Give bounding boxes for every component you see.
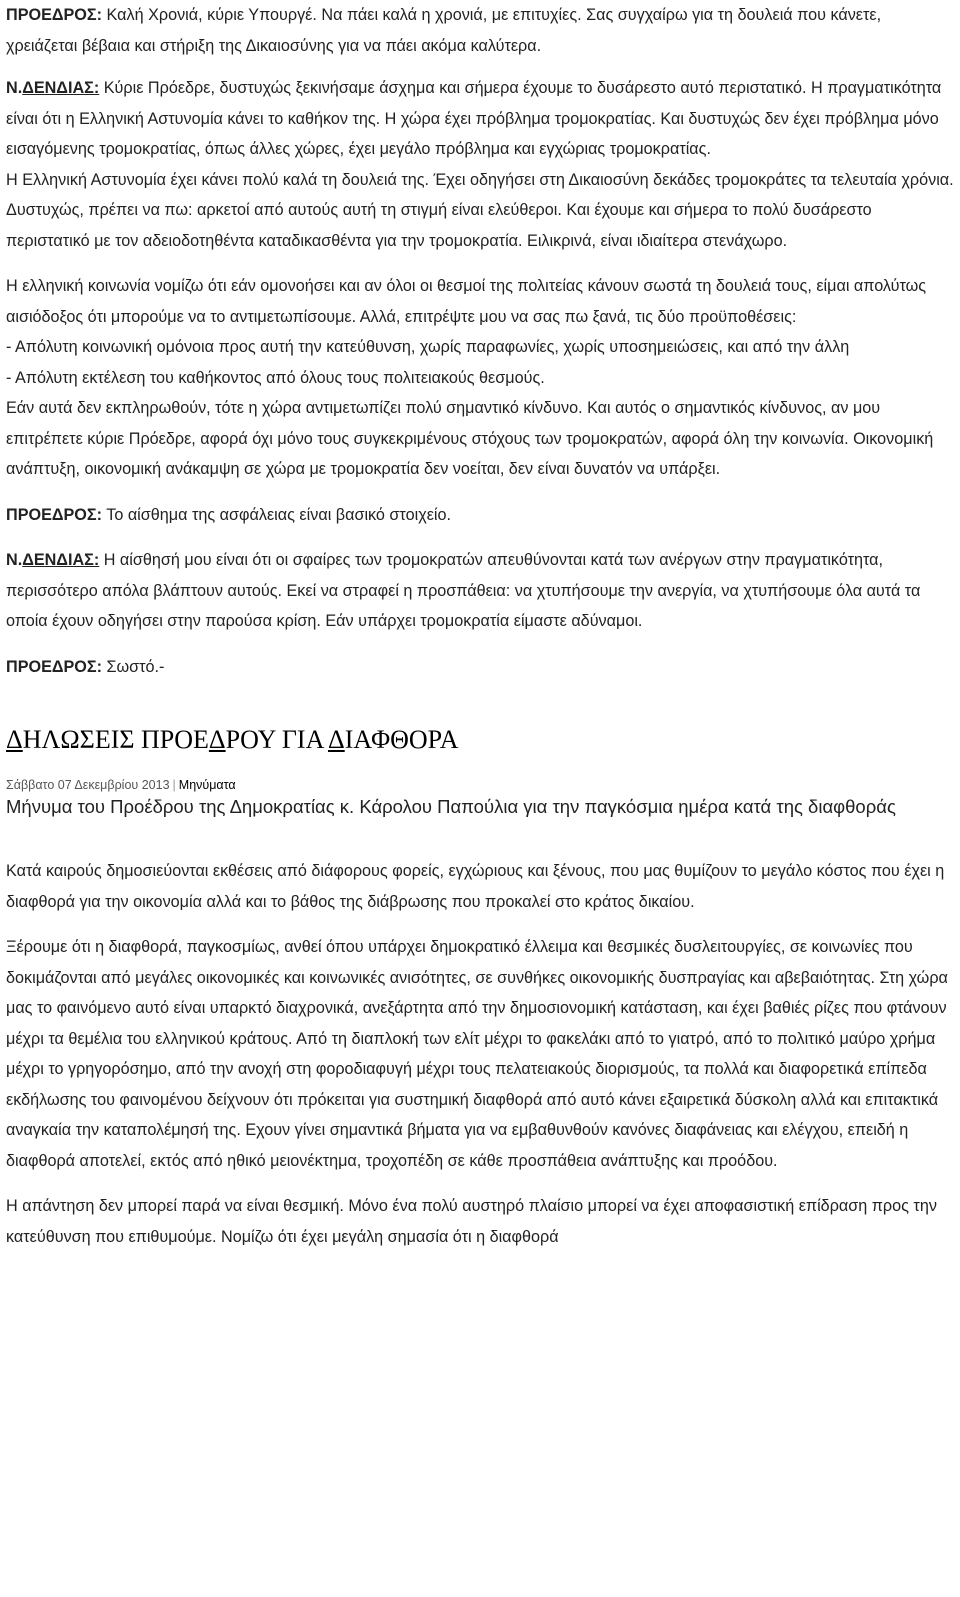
article-paragraph-2: Ξέρουμε ότι η διαφθορά, παγκοσμίως, ανθεί όπου υπάρχει δημοκρατικό έλλειμα και θεσμικές δυσλειτουργίες, σε κοινωνίες που δοκιμάζονται από μεγάλες οικονομικές και κοινωνικές ανισότητες, σε συνθήκες οικονομικής δυσπραγίας και αβεβαιότητας. Στη χώρα μας το φαινόμενο αυτό είναι υπαρκτό διαχρονικά, ανεξάρτητα από την δημοσιονομική κατάσταση, και έχει βαθιές ρίζες που φτάνουν μέχρι τα θεμέλια του ελληνικού κράτους. Από τη διαπλοκή των ελίτ μέχρι το φακελάκι από το γιατρό, από το πολιτικό μαύρο χρήμα μέχρι το γρηγορόσημο, από την ανοχή στη φοροδιαφυγή μέχρι τους πελατειακούς διορισμούς, τα πολλά και διαφορετικά επίπεδα εκδήλωσης του φαινομένου δείχνουν ότι πρόκειται για συστημική διαφθορά από αυτό κάνει εξαιρετικά δύσκολη αλλά και επιτακτικά αναγκαία την καταπολέμησή της. Εχουν γίνει σημαντικά βήματα για να εμβαθυνθούν κανόνες διαφάνειας και ελέγχου, επειδή η διαφθορά αποτελεί, εκτός από ηθικό μειονέκτημα, τροχοπέδη σε κάθε προσπάθεια ανάπτυξης και προόδου. bbox=[6, 938, 948, 1170]
document-page bbox=[6, 0, 954, 1252]
title-part: Δ bbox=[327, 725, 345, 754]
interview-paragraph-3 bbox=[6, 271, 954, 485]
paragraph-text: Κύριε Πρόεδρε, δυστυχώς ξεκινήσαμε άσχημα και σήμερα έχουμε το δυσάρεστο αυτό περιστατικό. Η πραγματικότητα είναι ότι η Ελληνική Αστυνομία κάνει το καθήκον της. Η χώρα έχει πρόβλημα τρομοκρατίας. Και δυστυχώς δεν έχει πρόβλημα μόνο εισαγόμενης τρομοκρατίας, όπως άλλες χώρες, έχει μεγάλο πρόβλημα και εγχώριας τρομοκρατίας. bbox=[6, 79, 942, 158]
speaker-dendias: ΔΕΝΔΙΑΣ: bbox=[22, 79, 100, 97]
title-part: ΗΛΩΣΕΙΣ ΠΡΟΕ bbox=[22, 725, 209, 754]
article-paragraph-3: Η απάντηση δεν μπορεί παρά να είναι θεσμική. Μόνο ένα πολύ αυστηρό πλαίσιο μπορεί να έχει αποφασιστική επίδραση προς την κατεύθυνση που επιθυμούμε. Νομίζω ότι έχει μεγάλη σημασία ότι η διαφθορά bbox=[6, 1197, 937, 1246]
paragraph-text: Το αίσθημα της ασφάλειας είναι βασικό στοιχείο. bbox=[102, 505, 452, 524]
speaker-dendias: ΔΕΝΔΙΑΣ: bbox=[22, 551, 100, 569]
section-title bbox=[6, 725, 954, 755]
article-meta bbox=[6, 777, 954, 793]
speaker-prefix: Ν. bbox=[6, 79, 23, 97]
interview-paragraph-1 bbox=[6, 0, 954, 61]
paragraph-text: Η αίσθησή μου είναι ότι οι σφαίρες των τρομοκρατών απευθύνονται κατά των ανέργων στην πραγματικότητα, περισσότερο απόλα βλάπτουν αυτούς. Εκεί να στραφεί η προσπάθεια: να χτυπήσουμε την ανεργία, να χτυπήσουμε όλα αυτά τα οποία έχουν οδηγήσει στην παρούσα κρίση. Εάν υπάρχει τρομοκρατία είμαστε αδύναμοι. bbox=[6, 551, 921, 630]
meta-separator: | bbox=[172, 778, 176, 792]
interview-paragraph-6 bbox=[6, 652, 954, 683]
title-part: Δ bbox=[208, 725, 226, 754]
title-part: ΡΟΥ ΓΙΑ bbox=[225, 725, 328, 754]
speaker-president: ΠΡΟΕΔΡΟΣ: bbox=[6, 6, 103, 24]
interview-paragraph-4 bbox=[6, 500, 954, 531]
interview-paragraph-2 bbox=[6, 73, 954, 256]
article-category-link[interactable]: Μηνύματα bbox=[178, 778, 236, 792]
list-item: - Απόλυτη εκτέλεση του καθήκοντος από όλους τους πολιτειακούς θεσμούς. bbox=[6, 368, 545, 387]
article-paragraph-1: Κατά καιρούς δημοσιεύονται εκθέσεις από διάφορους φορείς, εγχώριους και ξένους, που μας θυμίζουν το μεγάλο κόστος που έχει η διαφθορά για την οικονομία αλλά και το βάθος της διάβρωσης που προκαλεί στο κράτος δικαίου. bbox=[6, 862, 945, 911]
speaker-president: ΠΡΟΕΔΡΟΣ: bbox=[6, 657, 103, 676]
speaker-prefix: Ν. bbox=[6, 551, 23, 569]
paragraph-text: Καλή Χρονιά, κύριε Υπουργέ. Να πάει καλά η χρονιά, με επιτυχίες. Σας συγχαίρω για τη δουλειά που κάνετε, χρειάζεται βέβαια και στήριξη της Δικαιοσύνης για να πάει ακόμα καλύτερα. bbox=[6, 6, 882, 55]
paragraph-text: Εάν αυτά δεν εκπληρωθούν, τότε η χώρα αντιμετωπίζει πολύ σημαντικό κίνδυνο. Και αυτός ο σημαντικός κίνδυνος, αν μου επιτρέπετε κύριε Πρόεδρε, αφορά όχι μόνο τους συγκεκριμένους στόχους των τρομοκρατών, αφορά όλη την κοινωνία. Οικονομική ανάπτυξη, οικονομική ανάκαμψη σε χώρα με τρομοκρατία δεν νοείται, δεν είναι δυνατόν να υπάρξει. bbox=[6, 399, 934, 478]
article-date: Σάββατο 07 Δεκεμβρίου 2013 bbox=[6, 778, 170, 792]
paragraph-text: Η ελληνική κοινωνία νομίζω ότι εάν ομονοήσει και αν όλοι οι θεσμοί της πολιτείας κάνουν σωστά τη δουλειά τους, είμαι απολύτως αισιόδοξος ότι μπορούμε να το αντιμετωπίσουμε. Αλλά, επιτρέψτε μου να σας πω ξανά, τις δύο προϋποθέσεις: bbox=[6, 277, 927, 326]
title-part: ΙΑΦΘΟΡΑ bbox=[344, 725, 459, 754]
list-item: - Απόλυτη κοινωνική ομόνοια προς αυτή την κατεύθυνση, χωρίς παραφωνίες, χωρίς υποσημειώσεις, και από την άλλη bbox=[6, 338, 850, 356]
speaker-president: ΠΡΟΕΔΡΟΣ: bbox=[6, 505, 103, 524]
interview-paragraph-5 bbox=[6, 545, 954, 637]
title-part: Δ bbox=[6, 725, 23, 754]
article-title: Μήνυμα του Προέδρου της Δημοκρατίας κ. Κάρολου Παπούλια για την παγκόσμια ημέρα κατά της διαφθοράς bbox=[6, 796, 896, 817]
paragraph-text: Η Ελληνική Αστυνομία έχει κάνει πολύ καλά τη δουλειά της. Έχει οδηγήσει στη Δικαιοσύνη δεκάδες τρομοκράτες τα τελευταία χρόνια. Δυστυχώς, πρέπει να πω: αρκετοί από αυτούς αυτή τη στιγμή είναι ελεύθεροι. Και έχουμε και σήμερα το πολύ δυσάρεστο περιστατικό με τον αδειοδοτηθέντα καταδικασθέντα για την τρομοκρατία. Ειλικρινά, είναι ιδιαίτερα στενάχωρο. bbox=[6, 170, 954, 250]
paragraph-text: Σωστό.- bbox=[102, 657, 165, 676]
